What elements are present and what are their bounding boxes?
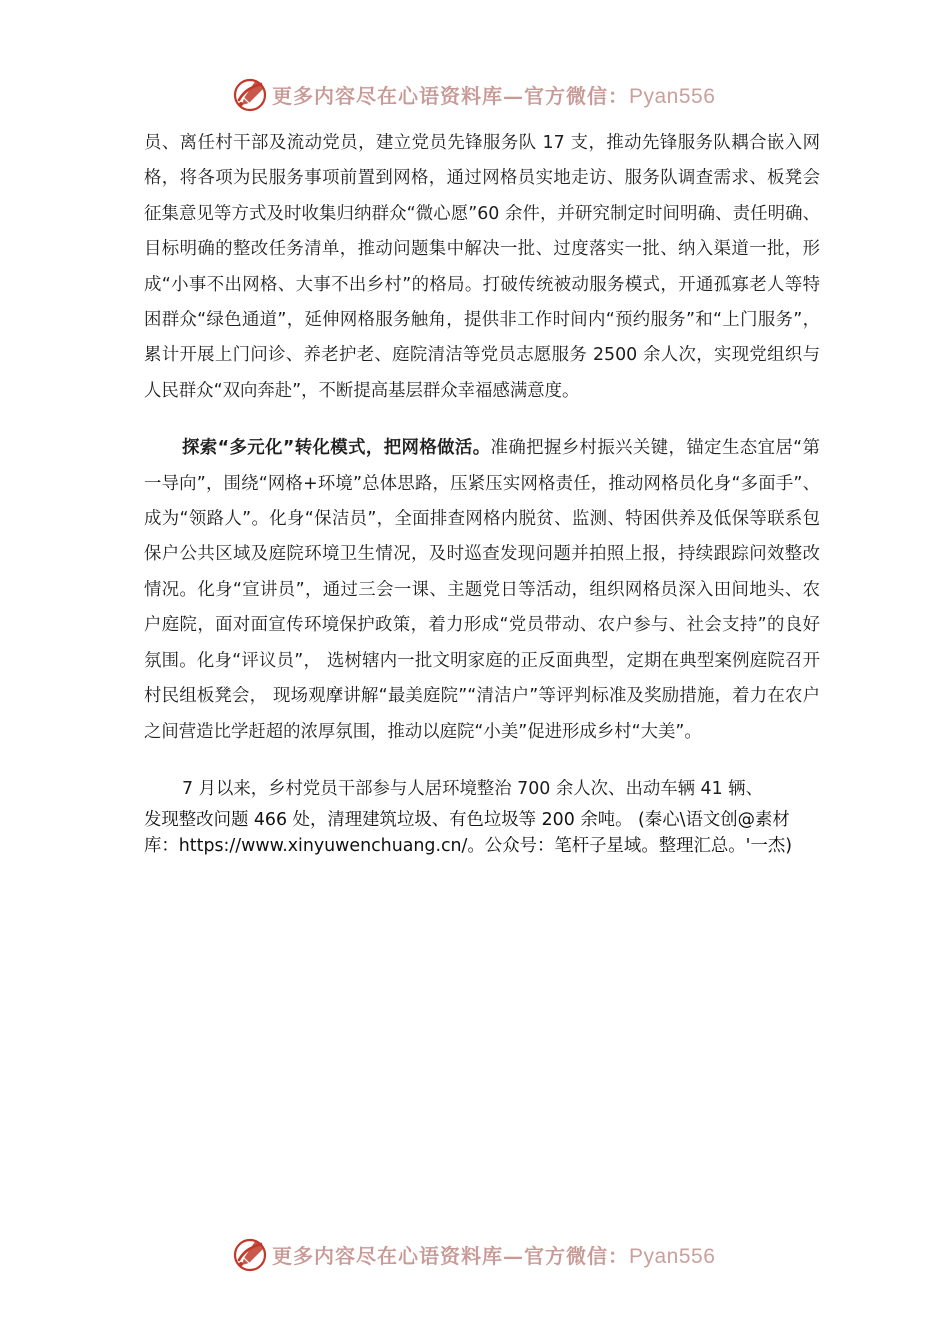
paragraph-3: 7 月以来，乡村党员干部参与人居环境整治 700 余人次、出动车辆 41 辆、 [182,778,763,799]
paragraph-2-body: 准确把握乡村振兴关键，锚定生态宜居“第一导向”，围绕“网格+环境”总体思路，压紧压实网格责任，推动网格员化身“多面手”、成为“领路人”。化身“保洁员”，全面排查网格内脱贫、监测、特困供养及低保等联系包保户公共区域及庭院环境卫生情况，及时巡查发现问题并拍照上报，持续跟踪问效整改情况。化身“宣讲员”，通过三会一课、主题党日等活动，组织网格员深入田间地头、农户庭院，面对面宣传环境保护政策，着力形成“党员带动、农户参与、社会支持”的良好氛围。化身“评议员”， 选树辖内一批文明家庭的正反面典型，定期在典型案例庭院召开村民组板凳会， 现场观摩讲解“最美庭院”“清洁户”等评判标准及奖励措施，着力在农户之间营造比学赶超的浓厚氛围，推动以庭院“小美”促进形成乡村“大美”。 [144,438,820,742]
paragraph-2-lead: 探索“多元化”转化模式，把网格做活。 [182,438,491,459]
writing-logo-icon [230,74,270,114]
paragraph-2 [144,431,820,750]
footer-watermark-text: 更多内容尽在心语资料库—官方微信：Pyan556 [272,1243,716,1268]
document-body [144,126,820,859]
footer-wechat-id: Pyan556 [629,1244,716,1268]
header-watermark [230,72,730,116]
paragraph-1: 员、离任村干部及流动党员，建立党员先锋服务队 17 支，推动先锋服务队耦合嵌入网格，将各项为民服务事项前置到网格，通过网格员实地走访、服务队调查需求、板凳会征集意见等方式及时收集归纳群众“微心愿”60 余件，并研究制定时间明确、责任明确、目标明确的整改任务清单，推动问题集中解决一批、过度落实一批、纳入渠道一批，形成“小事不出网格、大事不出乡村”的格局。打破传统被动服务模式，开通孤寡老人等特困群众“绿色通道”，延伸网格服务触角，提供非工作时间内“预约服务”和“上门服务”，累计开展上门问诊、养老护老、庭院清洁等党员志愿服务 2500 余人次，实现党组织与人民群众“双向奔赴”，不断提高基层群众幸福感满意度。 [144,133,820,401]
header-wechat-id: Pyan556 [629,84,716,108]
writing-logo-icon [230,1234,270,1274]
header-watermark-text: 更多内容尽在心语资料库—官方微信：Pyan556 [272,83,716,108]
paragraph-4: 发现整改问题 466 处，清理建筑垃圾、有色垃圾等 200 余吨。 (秦心\语文创@素材库：https://www.xinyuwenchuang.cn/。公众号：笔杆子星域。整理汇总。'一杰) [144,810,793,857]
footer-watermark [230,1232,730,1276]
